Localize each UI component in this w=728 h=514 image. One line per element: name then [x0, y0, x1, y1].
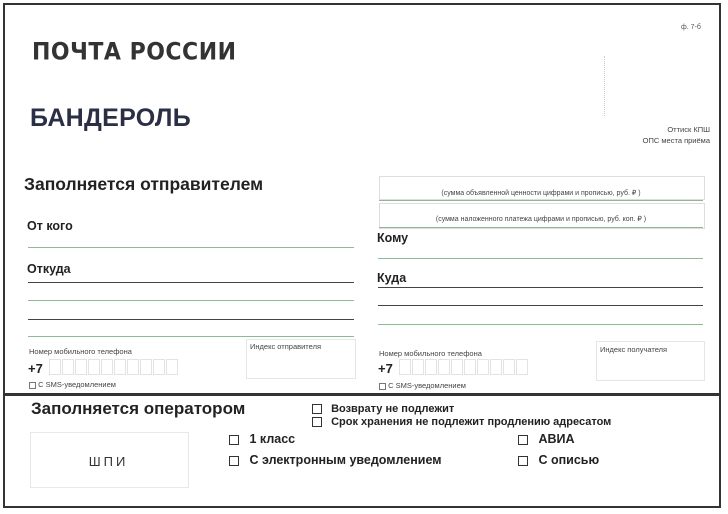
first-class-checkbox[interactable]: [229, 435, 239, 445]
recipient-address-line-2: [378, 305, 703, 306]
address-label: Откуда: [27, 262, 71, 276]
stamp-label-line1: Оттиск КПШ: [667, 125, 710, 134]
avia-checkbox[interactable]: [518, 435, 528, 445]
sender-address-line-2: [28, 300, 354, 301]
sender-address-field[interactable]: [28, 266, 354, 318]
phone-digit: [438, 359, 450, 375]
phone-digit: [75, 359, 87, 375]
recipient-address-label: Куда: [377, 271, 407, 285]
sender-sms-label: С SMS-уведомлением: [38, 380, 116, 389]
no-extension-checkbox[interactable]: [312, 417, 322, 427]
first-class-option[interactable]: [229, 432, 295, 446]
recipient-phone-prefix: +7: [378, 361, 393, 376]
sender-sms-option[interactable]: [29, 380, 116, 389]
phone-digit: [464, 359, 476, 375]
no-extension-option[interactable]: [312, 416, 611, 428]
recipient-sms-label: С SMS-уведомлением: [388, 381, 466, 390]
form-code: ф. 7-б: [681, 24, 701, 31]
phone-digit: [503, 359, 515, 375]
phone-digit: [127, 359, 139, 375]
phone-digit: [490, 359, 502, 375]
recipient-address-line-1: [378, 287, 703, 288]
operator-section-title: Заполняется оператором: [31, 399, 246, 418]
operator-divider: [3, 393, 721, 396]
sender-address-line-4: [28, 336, 354, 337]
form-title: БАНДЕРОЛЬ: [30, 104, 191, 132]
sender-address-line-1: [28, 282, 354, 283]
cod-line: [379, 227, 703, 228]
to-line: [378, 258, 703, 259]
recipient-address-line-3: [378, 324, 703, 325]
phone-digit: [49, 359, 61, 375]
from-line: [28, 247, 354, 248]
sender-address-line-3: [28, 319, 354, 320]
sender-phone-prefix: +7: [28, 361, 43, 376]
recipient-phone-label: Номер мобильного телефона: [379, 349, 482, 358]
recipient-phone-field[interactable]: [399, 359, 589, 377]
notification-label: С электронным уведомлением: [249, 453, 442, 467]
sender-sms-checkbox[interactable]: [29, 382, 36, 389]
sender-phone-label: Номер мобильного телефона: [29, 347, 132, 356]
to-field[interactable]: [378, 242, 703, 258]
phone-digit: [451, 359, 463, 375]
phone-digit: [516, 359, 528, 375]
recipient-sms-checkbox[interactable]: [379, 383, 386, 390]
recipient-index-label: Индекс получателя: [600, 345, 668, 354]
phone-digit: [140, 359, 152, 375]
inventory-option[interactable]: [518, 453, 599, 467]
to-label: Кому: [377, 231, 409, 245]
first-class-label: 1 класс: [249, 432, 296, 446]
phone-digit: [166, 359, 178, 375]
inventory-checkbox[interactable]: [518, 456, 528, 466]
from-field[interactable]: [28, 228, 354, 246]
declared-value-line: [379, 200, 703, 201]
avia-label: АВИА: [538, 432, 575, 446]
stamp-area: [604, 56, 606, 116]
post-logo: ПОЧТА РОССИИ: [32, 38, 237, 67]
stamp-label: [600, 124, 710, 146]
sender-phone-field[interactable]: [49, 359, 239, 377]
shpi-label: ШПИ: [88, 454, 129, 469]
phone-digit: [425, 359, 437, 375]
from-label: От кого: [27, 219, 73, 233]
phone-digit: [412, 359, 424, 375]
phone-digit: [114, 359, 126, 375]
sender-section-title: Заполняется отправителем: [24, 174, 264, 194]
recipient-sms-option[interactable]: [379, 381, 466, 390]
no-extension-label: Срок хранения не подлежит продлению адресатом: [331, 416, 612, 428]
cod-caption: (сумма наложенного платежа цифрами и прописью, руб. коп. ₽ ): [435, 216, 647, 223]
avia-option[interactable]: [518, 432, 575, 446]
stamp-label-line2: ОПС места приёма: [642, 136, 710, 145]
phone-digit: [477, 359, 489, 375]
recipient-address-field[interactable]: [378, 274, 703, 324]
notification-option[interactable]: [229, 453, 442, 467]
phone-digit: [399, 359, 411, 375]
inventory-label: С описью: [538, 453, 600, 467]
sender-index-label: Индекс отправителя: [250, 342, 322, 351]
notification-checkbox[interactable]: [229, 456, 239, 466]
phone-digit: [153, 359, 165, 375]
phone-digit: [101, 359, 113, 375]
no-return-checkbox[interactable]: [312, 404, 322, 414]
no-return-label: Возврату не подлежит: [331, 403, 455, 415]
phone-digit: [62, 359, 74, 375]
declared-value-caption: (сумма объявленной ценности цифрами и прописью, руб. ₽ ): [441, 190, 641, 197]
no-return-option[interactable]: [312, 403, 454, 415]
phone-digit: [88, 359, 100, 375]
